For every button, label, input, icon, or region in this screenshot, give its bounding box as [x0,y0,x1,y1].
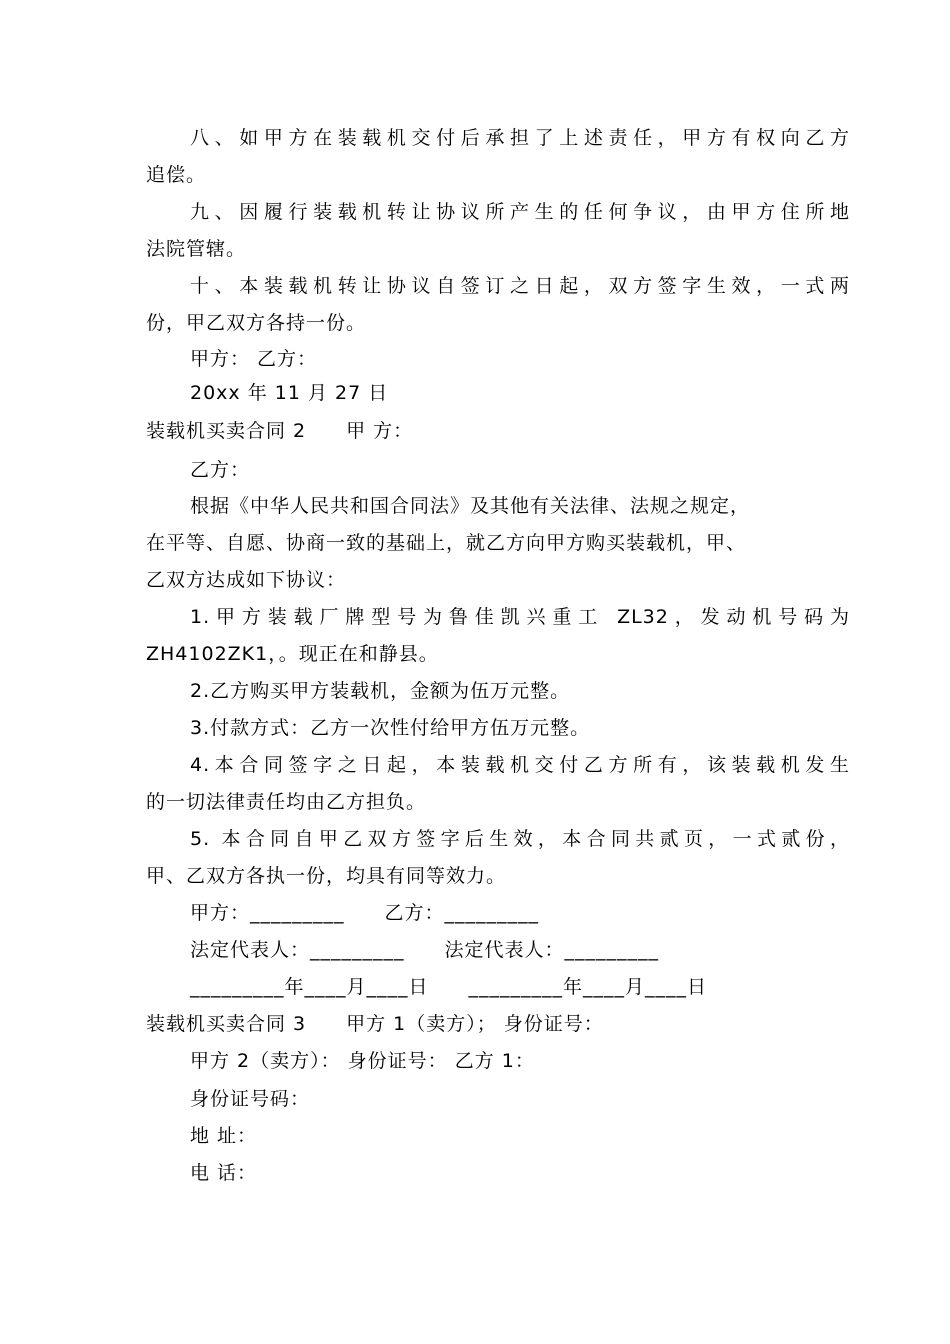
item-3: 3.付款方式：乙方一次性付给甲方伍万元整。 [190,717,591,739]
clause-10-line-2: 份，甲乙双方各持一份。 [146,312,367,334]
party-b-signature: 乙方：_________ [384,902,540,924]
item-5-line-1: 5. 本合同自甲乙双方签字后生效，本合同共贰页，一式贰份， [190,828,850,850]
date-b: _________年____月____日 [468,976,708,998]
item-4-line-1: 4.本合同签字之日起，本装载机交付乙方所有，该装载机发生 [190,754,850,776]
contract-2-header [146,419,413,443]
signature-row-1 [190,901,539,925]
contract-3-header [146,1012,604,1036]
clause-9-line-2: 法院管辖。 [146,238,247,260]
party-a-label: 甲 方： [346,420,414,442]
clause-8-line-2: 追偿。 [146,164,207,186]
signature-parties: 甲方： 乙方： [190,348,318,370]
clause-8-line-1: 八、如甲方在装载机交付后承担了上述责任，甲方有权向乙方 [190,127,850,149]
clause-9-line-1: 九、因履行装载机转让协议所产生的任何争议，由甲方住所地 [190,201,850,223]
seller-1-label: 甲方 1（卖方）； 身份证号： [346,1013,604,1035]
contract-2-title: 装载机买卖合同 2 [146,420,307,442]
preamble-line-1: 根据《中华人民共和国合同法》及其他有关法律、法规之规定， [190,495,751,517]
address-label: 地 址： [190,1125,258,1147]
phone-label: 电 话： [190,1162,258,1184]
preamble-line-3: 乙双方达成如下协议： [146,569,347,591]
legal-rep-b: 法定代表人：_________ [444,939,660,961]
signature-row-3 [190,975,707,999]
party-a-signature: 甲方：_________ [190,902,345,924]
seller-2-line: 甲方 2（卖方）： 身份证号： 乙方 1： [190,1050,535,1072]
item-2: 2.乙方购买甲方装载机，金额为伍万元整。 [190,680,571,702]
item-1-line-1: 1.甲方装载厂牌型号为鲁佳凯兴重工 ZL32，发动机号码为 [190,606,850,628]
signing-date: 20xx 年 11 月 27 日 [190,382,389,404]
preamble-line-2: 在平等、自愿、协商一致的基础上，就乙方向甲方购买装载机，甲、 [146,532,747,554]
date-a: _________年____月____日 [190,976,429,998]
clause-10-line-1: 十、本装载机转让协议自签订之日起，双方签字生效，一式两 [190,275,850,297]
item-5-line-2: 甲、乙双方各执一份，均具有同等效力。 [146,865,507,887]
party-b-label: 乙方： [190,459,251,481]
item-1-line-2: ZH4102ZK1，。现正在和静县。 [146,643,439,665]
contract-3-title: 装载机买卖合同 3 [146,1013,307,1035]
id-number-label: 身份证号码： [190,1088,311,1110]
legal-rep-a: 法定代表人：_________ [190,939,405,961]
item-4-line-2: 的一切法律责任均由乙方担负。 [146,791,427,813]
signature-row-2 [190,938,659,962]
